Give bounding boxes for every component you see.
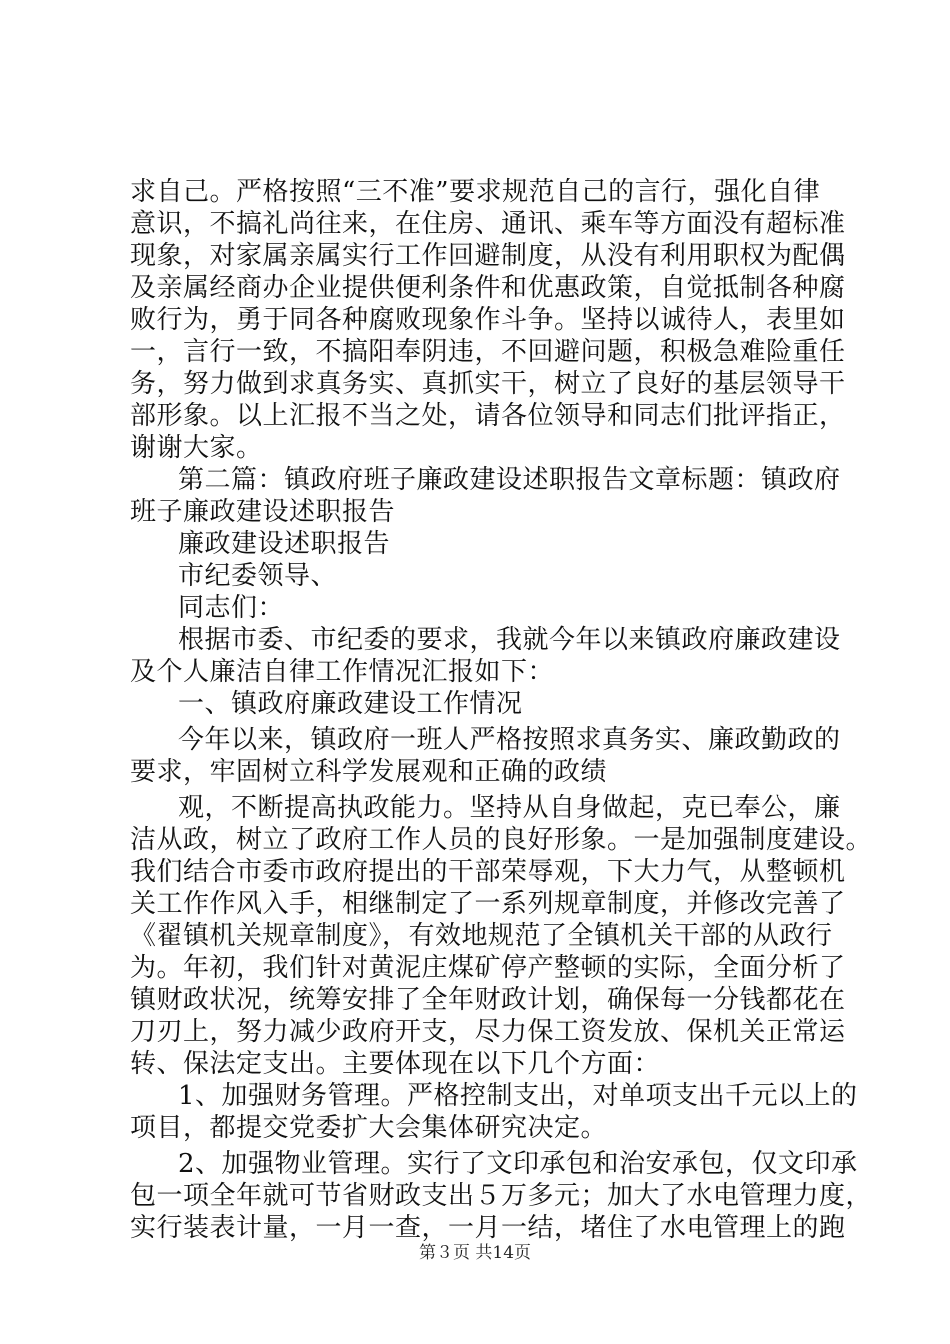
body-line: 观，不断提高执政能力。坚持从自身做起，克已奉公，廉 — [178, 793, 841, 823]
body-line: 项目，都提交党委扩大会集体研究决定。 — [130, 1113, 608, 1143]
salutation: 市纪委领导、 — [178, 561, 338, 591]
salutation: 同志们： — [178, 593, 285, 623]
body-line: 转、保法定支出。主要体现在以下几个方面： — [130, 1049, 661, 1079]
body-line: 一，言行一致，不搞阳奉阴违，不回避问题，积极急难险重任 — [130, 337, 846, 367]
body-line: 我们结合市委市政府提出的干部荣辱观，下大力气，从整顿机 — [130, 857, 846, 887]
body-line: 求自己。严格按照“三不准”要求规范自己的言行，强化自律 — [130, 177, 821, 207]
subsection-heading: 一、镇政府廉政建设工作情况 — [178, 689, 523, 719]
body-line: 今年以来，镇政府一班人严格按照求真务实、廉政勤政的 — [178, 725, 841, 755]
body-line: 实行装表计量，一月一查，一月一结，堵住了水电管理上的跑 — [130, 1213, 846, 1243]
body-line: 及个人廉洁自律工作情况汇报如下： — [130, 657, 555, 687]
body-line: 为。年初，我们针对黄泥庄煤矿停产整顿的实际，全面分析了 — [130, 953, 846, 983]
report-title: 廉政建设述职报告 — [178, 529, 391, 559]
body-line: 关工作作风入手，相继制定了一系列规章制度，并修改完善了 — [130, 889, 846, 919]
body-line: 刀刃上，努力减少政府开支，尽力保工资发放、保机关正常运 — [130, 1017, 846, 1047]
body-line: 包一项全年就可节省财政支出５万多元；加大了水电管理力度， — [130, 1181, 873, 1211]
body-line: 现象，对家属亲属实行工作回避制度，从没有利用职权为配偶 — [130, 241, 846, 271]
body-line: 镇财政状况，统筹安排了全年财政计划，确保每一分钱都花在 — [130, 985, 846, 1015]
body-line: 要求，牢固树立科学发展观和正确的政绩 — [130, 757, 608, 787]
body-line: 务，努力做到求真务实、真抓实干，树立了良好的基层领导干 — [130, 369, 846, 399]
body-line: 部形象。以上汇报不当之处，请各位领导和同志们批评指正， — [130, 401, 846, 431]
section-heading: 第二篇：镇政府班子廉政建设述职报告文章标题：镇政府 — [178, 465, 841, 495]
body-line: 《翟镇机关规章制度》，有效地规范了全镇机关干部的从政行 — [130, 921, 833, 951]
body-line: 意识，不搞礼尚往来，在住房、通讯、乘车等方面没有超标准 — [130, 209, 846, 239]
list-item: 1、加强财务管理。严格控制支出，对单项支出千元以上的 — [178, 1081, 858, 1111]
section-heading: 班子廉政建设述职报告 — [130, 497, 396, 527]
body-line: 洁从政，树立了政府工作人员的良好形象。一是加强制度建设。 — [130, 825, 873, 855]
body-line: 根据市委、市纪委的要求，我就今年以来镇政府廉政建设 — [178, 625, 841, 655]
body-line: 谢谢大家。 — [130, 433, 263, 463]
page-number-footer: 第３页 共14页 — [418, 1243, 532, 1263]
body-line: 及亲属经商办企业提供便利条件和优惠政策，自觉抵制各种腐 — [130, 273, 846, 303]
body-line: 败行为，勇于同各种腐败现象作斗争。坚持以诚待人，表里如 — [130, 305, 846, 335]
list-item: 2、加强物业管理。实行了文印承包和治安承包，仅文印承 — [178, 1149, 858, 1179]
